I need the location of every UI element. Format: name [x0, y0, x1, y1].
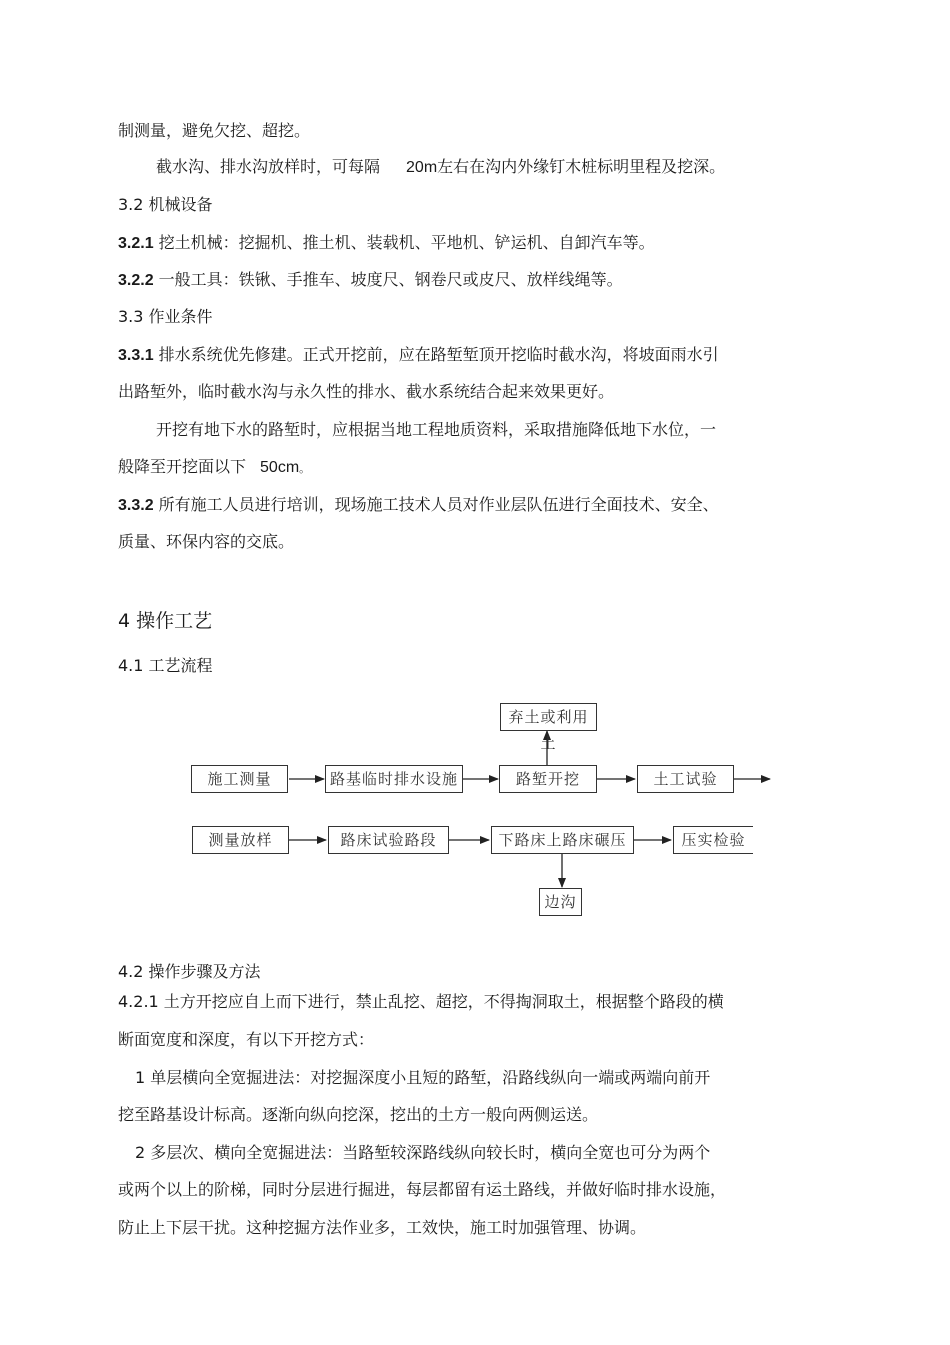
clause-number: 3.3.2	[118, 497, 154, 514]
flow-box-survey: 施工测量	[191, 765, 288, 793]
text: 般降至开挖面以下	[118, 457, 247, 476]
para-line: 质量、环保内容的交底。	[118, 532, 295, 551]
text: 排水系统优先修建。正式开挖前，应在路堑堑顶开挖临时截水沟，将坡面雨水引	[153, 345, 719, 364]
flow-box-spoil: 弃土或利用土	[500, 703, 597, 731]
value: 50cm	[260, 459, 300, 476]
flow-box-layout: 测量放样	[192, 826, 289, 854]
para-line: 制测量，避免欠挖、超挖。	[118, 121, 311, 140]
para-line: 防止上下层干扰。这种挖掘方法作业多，工效快，施工时加强管理、协调。	[118, 1218, 647, 1237]
text: 挖土机械：挖掘机、推土机、装载机、平地机、铲运机、自卸汽车等。	[153, 233, 655, 252]
flow-box-cut-excavation: 路堑开挖	[499, 765, 597, 793]
text: 左右在沟内外缘钉木桩标明里程及挖深。	[437, 157, 726, 176]
clause-number: 3.3.1	[118, 347, 154, 364]
para-line: 2 多层次、横向全宽掘进法：当路堑较深路线纵向较长时，横向全宽也可分为两个	[135, 1143, 711, 1162]
clause-number: 3.2.2	[118, 272, 154, 289]
para-line: 开挖有地下水的路堑时，应根据当地工程地质资料，采取措施降低地下水位，一	[156, 420, 717, 439]
section-heading: 4.2 操作步骤及方法	[118, 962, 261, 981]
text: 截水沟、排水沟放样时，可每隔	[156, 157, 381, 176]
section-heading: 3.3 作业条件	[118, 307, 213, 326]
section-heading: 3.2 机械设备	[118, 195, 213, 214]
para-line: 挖至路基设计标高。逐渐向纵向挖深，挖出的土方一般向两侧运送。	[118, 1105, 599, 1124]
para-line: 4.2.1 土方开挖应自上而下进行，禁止乱挖、超挖，不得掏洞取土，根据整个路段的横	[118, 992, 724, 1011]
para-line: 出路堑外，临时截水沟与永久性的排水、截水系统结合起来效果更好。	[118, 382, 615, 401]
flow-box-test-section: 路床试验路段	[328, 826, 449, 854]
value: 20m	[406, 159, 438, 176]
flow-box-compaction: 下路床上路床碾压	[491, 826, 634, 854]
flow-box-soil-test: 土工试验	[637, 765, 734, 793]
text: 一般工具：铁锹、手推车、坡度尺、钢卷尺或皮尺、放样线绳等。	[153, 270, 623, 289]
text: 所有施工人员进行培训，现场施工技术人员对作业层队伍进行全面技术、安全、	[153, 495, 719, 514]
flow-box-compaction-check: 压实检验	[673, 826, 753, 854]
clause-number: 3.2.1	[118, 235, 154, 252]
para-line: 或两个以上的阶梯，同时分层进行掘进，每层都留有运土路线，并做好临时排水设施，	[118, 1180, 727, 1199]
para-line: 1 单层横向全宽掘进法：对挖掘深度小且短的路堑，沿路线纵向一端或两端向前开	[135, 1068, 711, 1087]
para-line: 断面宽度和深度，有以下开挖方式：	[118, 1030, 375, 1049]
flow-box-side-ditch: 边沟	[539, 888, 582, 916]
chapter-heading: 4 操作工艺	[118, 610, 213, 632]
flow-box-temp-drainage: 路基临时排水设施	[325, 765, 463, 793]
section-heading: 4.1 工艺流程	[118, 656, 213, 675]
text: 。	[299, 462, 311, 475]
